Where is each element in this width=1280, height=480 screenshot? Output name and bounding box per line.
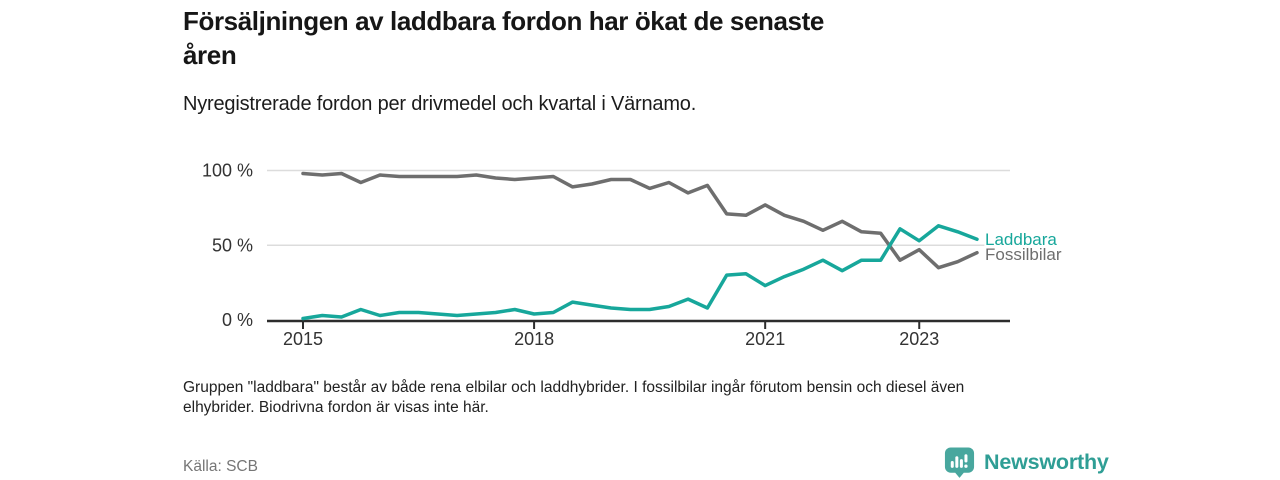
series-end-label-laddbara: Laddbara: [985, 229, 1057, 249]
x-axis-tick-label: 2023: [899, 329, 940, 349]
chart-title: [183, 4, 1083, 72]
series-line-laddbara: [303, 226, 977, 319]
series-end-label-fossilbilar: Fossilbilar: [985, 244, 1062, 264]
x-axis-tick-label: 2018: [514, 329, 555, 349]
y-axis-tick-label: 100 %: [201, 160, 253, 181]
x-axis-tick-label: 2015: [282, 329, 324, 349]
chart-title-line1: Försäljningen av laddbara fordon har ökat de senaste: [183, 6, 824, 36]
y-axis-tick-label: 50 %: [211, 235, 253, 256]
chart-title-line2: åren: [183, 40, 237, 70]
newsworthy-wordmark: Newsworthy: [984, 449, 1109, 474]
source-attribution: Källa: SCB: [183, 458, 258, 475]
series-line-fossilbilar: [303, 174, 977, 268]
newsworthy-logo: [943, 445, 1109, 479]
y-axis-tick-label: 0 %: [221, 310, 253, 330]
chart-footnote-line2: elhybrider. Biodrivna fordon är visas inte här.: [183, 398, 489, 416]
chart-subtitle: Nyregistrerade fordon per drivmedel och kvartal i Värnamo.: [183, 93, 697, 115]
speech-bubble-bar-chart-icon: [943, 446, 976, 479]
chart-footnote-line1: Gruppen "laddbara" består av både rena elbilar och laddhybrider. I fossilbilar ingår förutom bensin och diesel även: [183, 379, 965, 396]
chart-footnote: [183, 378, 964, 417]
x-axis-tick-label: 2021: [745, 329, 786, 349]
